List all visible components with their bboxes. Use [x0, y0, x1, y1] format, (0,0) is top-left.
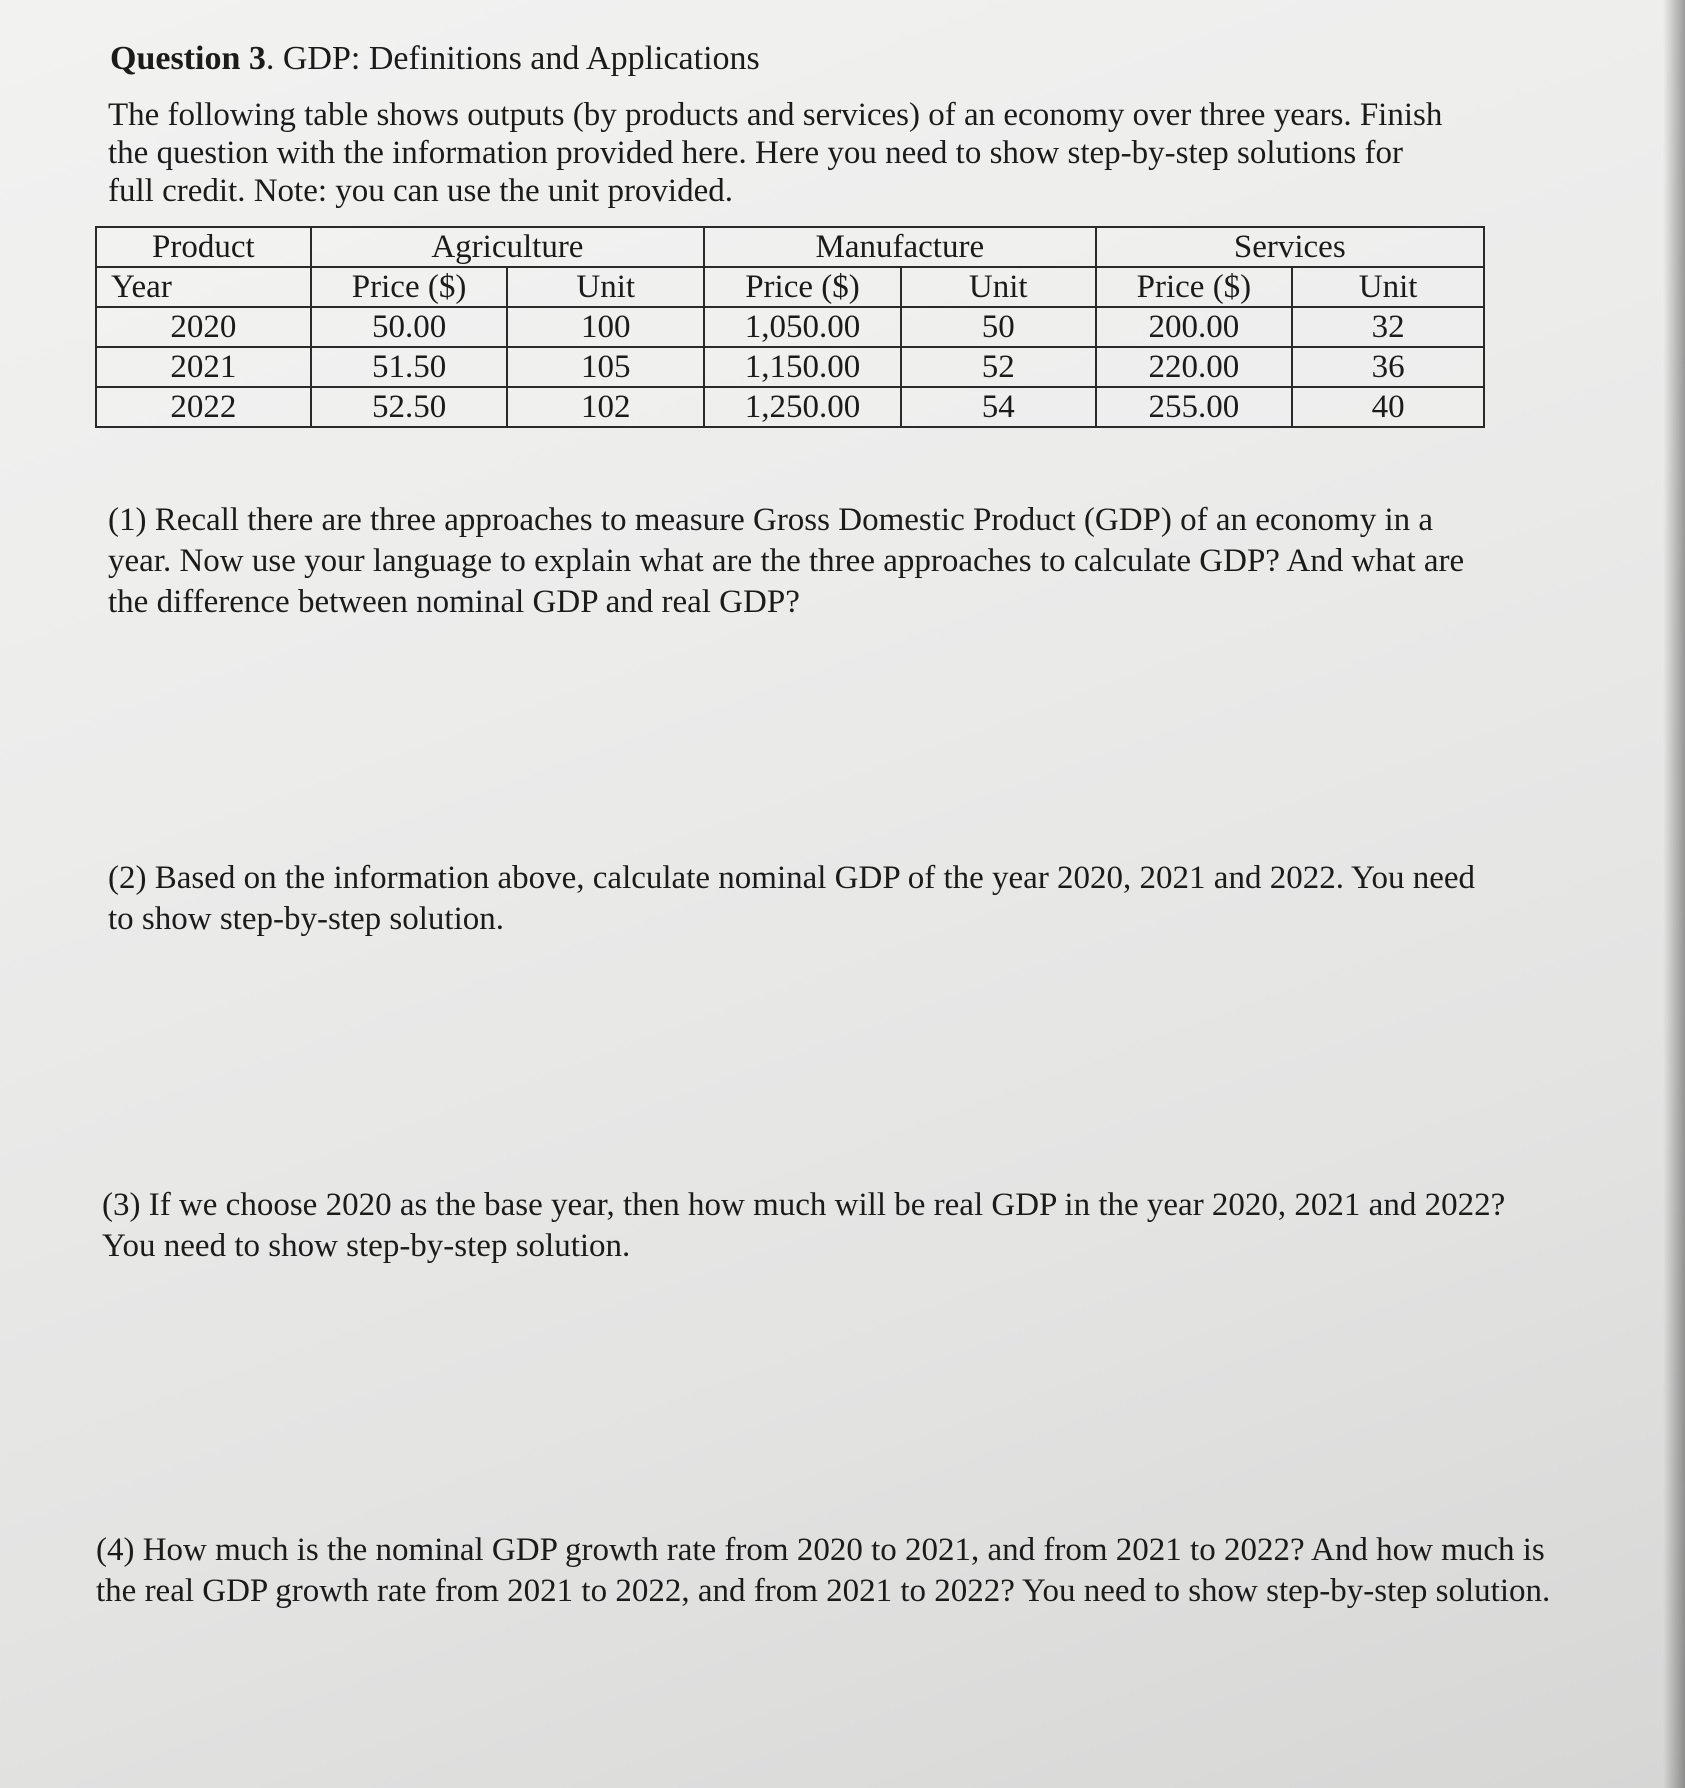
agriculture-header: Agriculture	[311, 227, 704, 267]
services-header: Services	[1096, 227, 1484, 267]
manufacture-unit-cell: 52	[901, 347, 1096, 387]
manufacture-price-header: Price ($)	[704, 267, 901, 307]
year-header: Year	[96, 267, 311, 307]
services-unit-cell: 32	[1292, 307, 1484, 347]
table-row	[96, 347, 1484, 387]
services-unit-header: Unit	[1292, 267, 1484, 307]
agriculture-unit-header: Unit	[507, 267, 704, 307]
manufacture-price-cell: 1,050.00	[704, 307, 901, 347]
product-header: Product	[96, 227, 311, 267]
table-header-row-fields	[96, 267, 1484, 307]
table-row	[96, 387, 1484, 427]
table-row	[96, 307, 1484, 347]
question-2-text: (2) Based on the information above, calculate nominal GDP of the year 2020, 2021 and 2022. You need to show step-by-step solution.	[108, 860, 1476, 937]
question-3-text: (3) If we choose 2020 as the base year, then how much will be real GDP in the year 2020, 2021 and 2022? You need to show step-by-step solution.	[102, 1187, 1506, 1264]
agriculture-price-header: Price ($)	[311, 267, 508, 307]
question-title-text: . GDP: Definitions and Applications	[265, 40, 760, 77]
services-unit-cell: 36	[1292, 347, 1484, 387]
manufacture-price-cell: 1,250.00	[704, 387, 901, 427]
year-cell: 2021	[96, 347, 311, 387]
year-cell: 2022	[96, 387, 311, 427]
table-header-row-sectors	[96, 227, 1484, 267]
intro-paragraph: The following table shows outputs (by products and services) of an economy over three years. Finish the question with the information provided here. Here you need to show step-by-step solutions for full credit. Note: you can use the unit provided.	[108, 97, 1443, 209]
question-title	[110, 40, 760, 78]
question-4-text: (4) How much is the nominal GDP growth rate from 2020 to 2021, and from 2021 to 2022? And how much is the real GDP growth rate from 2021 to 2022, and from 2021 to 2022? You need to show step-by-step solution.	[96, 1532, 1551, 1609]
manufacture-header: Manufacture	[704, 227, 1095, 267]
services-price-cell: 220.00	[1096, 347, 1293, 387]
agriculture-price-cell: 50.00	[311, 307, 508, 347]
agriculture-unit-cell: 100	[507, 307, 704, 347]
services-price-header: Price ($)	[1096, 267, 1293, 307]
manufacture-unit-header: Unit	[901, 267, 1096, 307]
question-1-text: (1) Recall there are three approaches to measure Gross Domestic Product (GDP) of an economy in a year. Now use your language to explain what are the three approaches to calculate GDP? And what are the difference between nominal GDP and real GDP?	[108, 502, 1465, 620]
services-price-cell: 200.00	[1096, 307, 1293, 347]
agriculture-price-cell: 52.50	[311, 387, 508, 427]
output-table	[95, 226, 1485, 428]
manufacture-price-cell: 1,150.00	[704, 347, 901, 387]
page-edge-shadow	[1663, 0, 1685, 1788]
year-cell: 2020	[96, 307, 311, 347]
services-unit-cell: 40	[1292, 387, 1484, 427]
manufacture-unit-cell: 54	[901, 387, 1096, 427]
question-number: Question 3	[110, 40, 266, 77]
manufacture-unit-cell: 50	[901, 307, 1096, 347]
services-price-cell: 255.00	[1096, 387, 1293, 427]
agriculture-unit-cell: 105	[507, 347, 704, 387]
agriculture-unit-cell: 102	[507, 387, 704, 427]
agriculture-price-cell: 51.50	[311, 347, 508, 387]
